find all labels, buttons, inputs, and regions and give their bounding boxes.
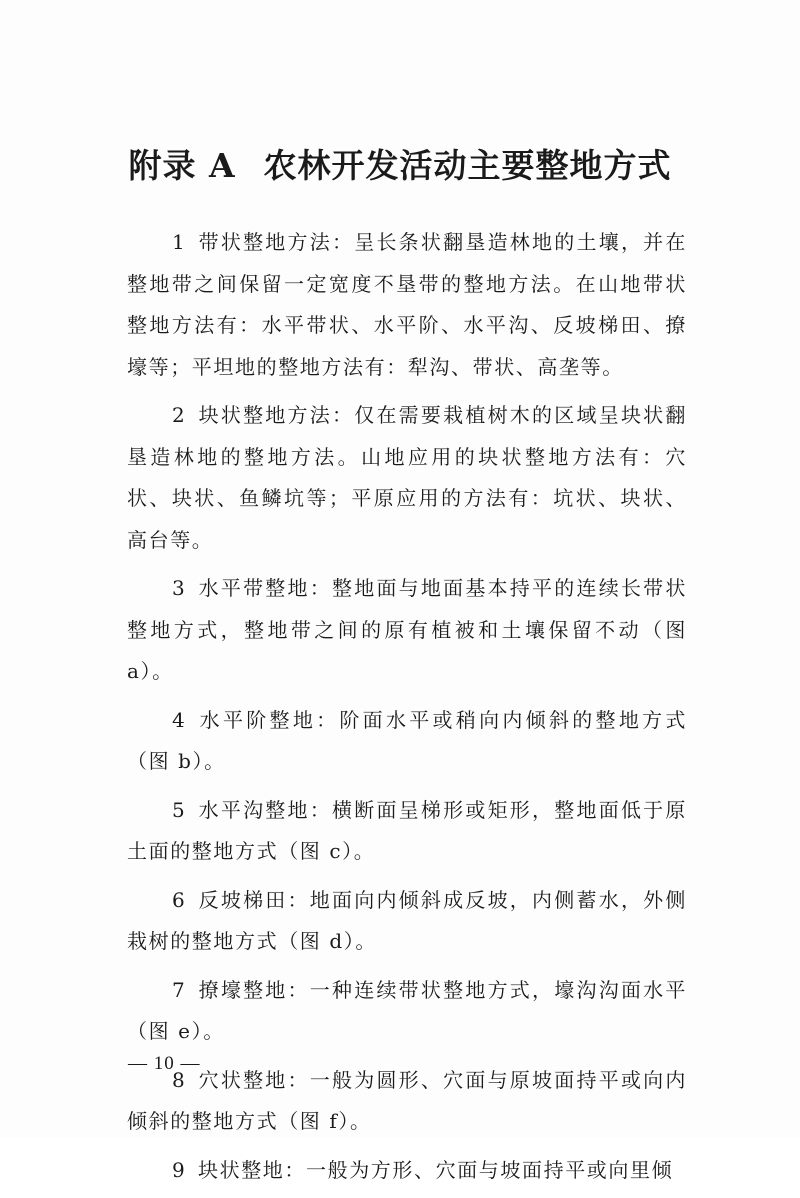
- item-text: 水平阶整地：阶面水平或稍向内倾斜的整地方式（图 b）。: [127, 707, 687, 773]
- list-item: [127, 568, 687, 693]
- appendix-label: 附录 A: [128, 146, 236, 185]
- list-item: [127, 970, 687, 1053]
- list-item: [127, 700, 687, 783]
- item-number: 5: [172, 797, 187, 822]
- item-number: 7: [172, 977, 187, 1002]
- list-item: [127, 222, 687, 388]
- list-item: [127, 1060, 687, 1143]
- list-item: [127, 1150, 687, 1192]
- item-text: 带状整地方法：呈长条状翻垦造林地的土壤，并在整地带之间保留一定宽度不垦带的整地方法。在山地带状整地方法有：水平带状、水平阶、水平沟、反坡梯田、撩壕等；平坦地的整地方法有：犁沟、带状、高垄等。: [127, 230, 687, 379]
- item-text: 反坡梯田：地面向内倾斜成反坡，内侧蓄水，外侧栽树的整地方式（图 d）。: [127, 887, 687, 953]
- item-number: 4: [172, 707, 187, 732]
- item-number: 9: [172, 1157, 187, 1182]
- item-number: 1: [172, 230, 187, 254]
- list-item: [127, 880, 687, 963]
- list-item: [127, 790, 687, 873]
- page-number: — 10 —: [128, 1053, 201, 1074]
- page-title: [0, 140, 800, 187]
- item-text: 块状整地方法：仅在需要栽植树木的区域呈块状翻垦造林地的整地方法。山地应用的块状整地方法有：穴状、块状、鱼鳞坑等；平原应用的方法有：坑状、块状、高台等。: [127, 403, 687, 552]
- list-item: [127, 395, 687, 561]
- item-text: 水平带整地：整地面与地面基本持平的连续长带状整地方式，整地带之间的原有植被和土壤保留不动（图 a）。: [127, 576, 687, 683]
- item-number: 3: [172, 576, 187, 600]
- item-text: 穴状整地：一般为圆形、穴面与原坡面持平或向内倾斜的整地方式（图 f）。: [127, 1067, 687, 1133]
- item-number: 8: [172, 1067, 187, 1092]
- item-number: 6: [172, 887, 187, 912]
- item-text: 水平沟整地：横断面呈梯形或矩形，整地面低于原土面的整地方式（图 c）。: [127, 797, 687, 863]
- item-number: 2: [172, 403, 187, 427]
- item-text: 块状整地：一般为方形、穴面与坡面持平或向里倾: [198, 1157, 674, 1182]
- item-text: 撩壕整地：一种连续带状整地方式，壕沟沟面水平（图 e）。: [127, 977, 687, 1043]
- appendix-title: 农林开发活动主要整地方式: [263, 146, 672, 185]
- document-body: [127, 222, 687, 1198]
